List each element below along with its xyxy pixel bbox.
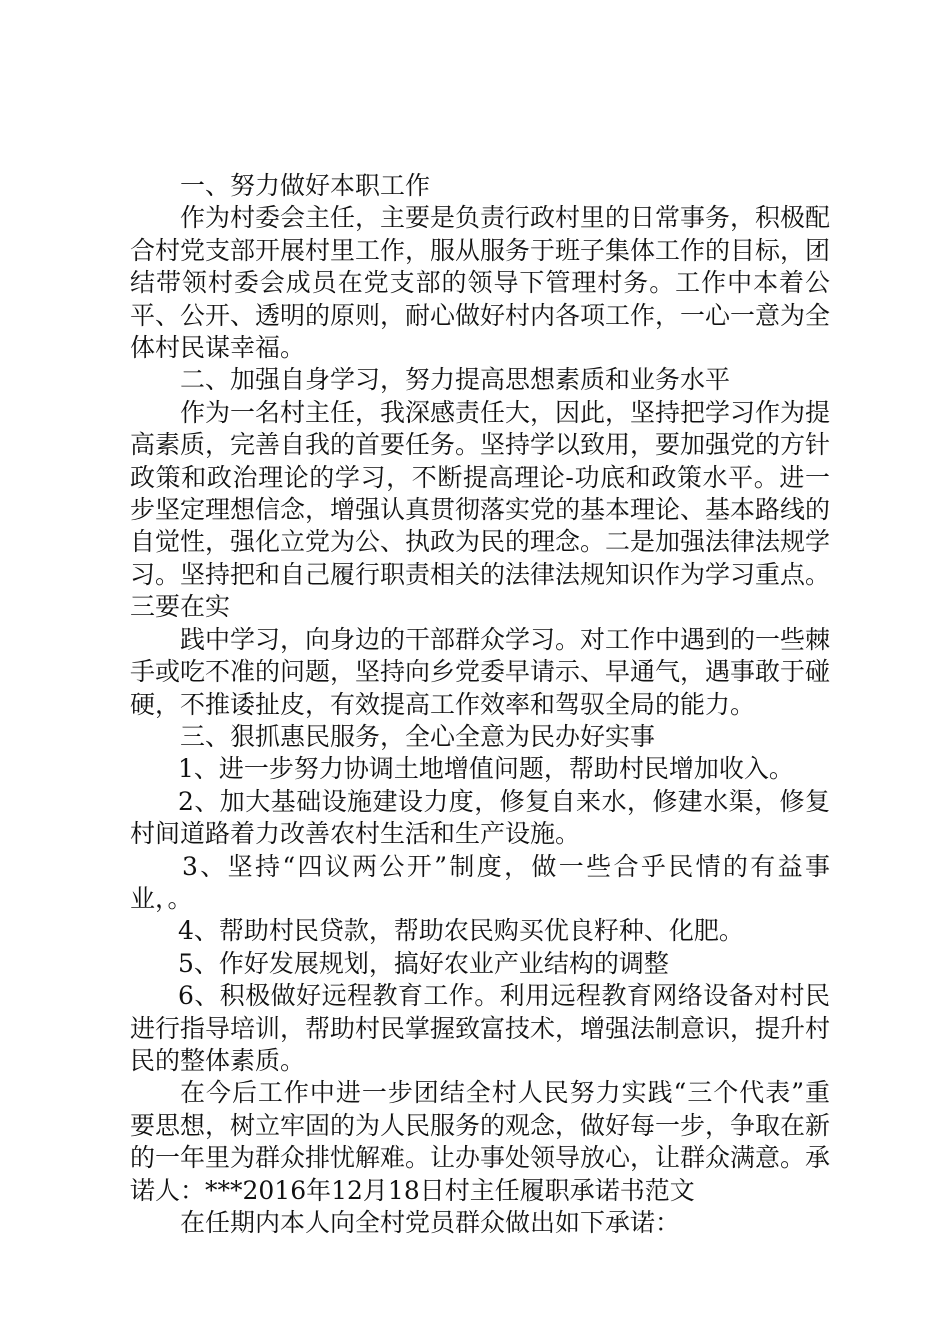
paragraph-study: 作为一名村主任，我深感责任大，因此，坚持把学习作为提高素质，完善自我的首要任务。坚持学以致用，要加强党的方针政策和政治理论的学习，不断提高理论-功底和政策水平。进一步坚定理想信念，增强认真贯彻落实党的基本理论、基本路线的自觉性，强化立党为公、执政为民的理念。二是加强法律法规学习。坚持把和自己履行职责相关的法律法规知识作为学习重点。三要在实 [130, 397, 831, 622]
section-heading-2: 二、加强自身学习，努力提高思想素质和业务水平 [180, 365, 731, 395]
list-item-3: 3、坚持“四议两公开”制度，做一些合乎民情的有益事业，。 [130, 851, 830, 913]
paragraph-pledge-intro: 在任期内本人向全村党员群众做出如下承诺： [180, 1208, 681, 1237]
list-item-6: 6、积极做好远程教育工作。利用远程教育网络设备对村民进行指导培训，帮助村民掌握致富技术，增强法制意识，提升村民的整体素质。 [130, 981, 831, 1075]
list-item-2: 2、加大基础设施建设力度，修复自来水，修建水渠，修复村间道路着力改善农村生活和生产设施。 [130, 786, 830, 849]
list-item-5: 5、作好发展规划，搞好农业产业结构的调整 [178, 948, 669, 978]
section-heading-1: 一、努力做好本职工作 [180, 171, 431, 200]
paragraph-closing: 在今后工作中进一步团结全村人民努力实践“三个代表”重要思想，树立牢固的为人民服务的观念，做好每一步，争取在新的一年里为群众排忧解难。让办事处领导放心，让群众满意。承诺人：***2016年12月18日村主任履职承诺书范文 [130, 1078, 831, 1205]
section-heading-3: 三、狠抓惠民服务，全心全意为民办好实事 [180, 721, 656, 751]
paragraph-duties: 作为村委会主任，主要是负责行政村里的日常事务，积极配合村党支部开展村里工作，服从服务于班子集体工作的目标，团结带领村委会成员在党支部的领导下管理村务。工作中本着公平、公开、透明的原则，耐心做好村内各项工作，一心一意为全体村民谋幸福。 [130, 203, 831, 363]
paragraph-practice: 践中学习，向身边的干部群众学习。对工作中遇到的一些棘手或吃不准的问题，坚持向乡党委早请示、早通气，遇事敢于碰硬，不推诿扯皮，有效提高工作效率和驾驭全局的能力。 [130, 624, 831, 719]
list-item-1: 1、进一步努力协调土地增值问题，帮助村民增加收入。 [178, 754, 794, 784]
document-body [130, 170, 830, 1239]
list-item-4: 4、帮助村民贷款，帮助农民购买优良籽种、化肥。 [178, 916, 744, 946]
